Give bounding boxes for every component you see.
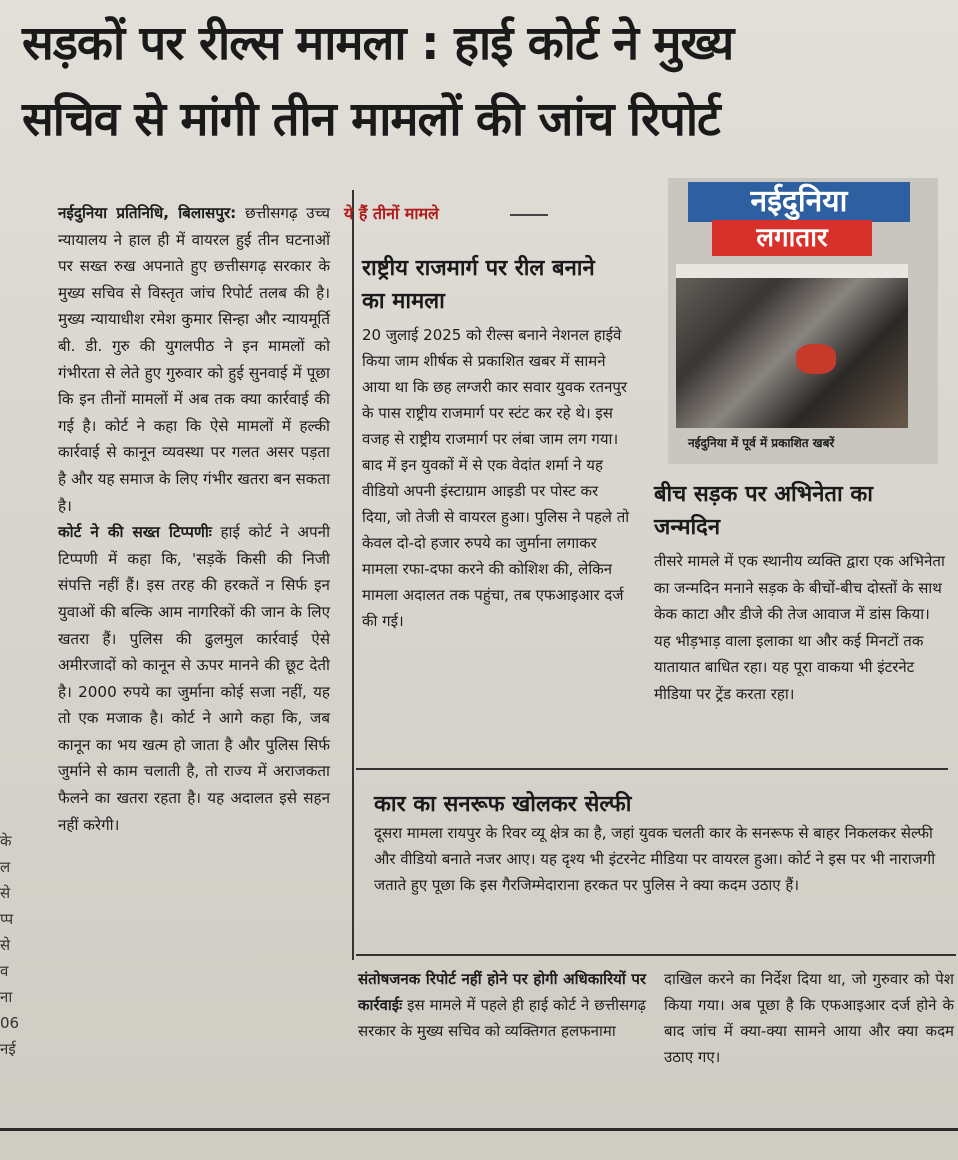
left-edge-fragments xyxy=(0,828,26,1062)
clipping-strip xyxy=(676,264,908,278)
bottom-story-continued: दाखिल करने का निर्देश दिया था, जो गुरुवार को पेश किया गया। अब पूछा है कि एफआइआर दर्ज होने के बाद जांच में क्या-क्या सामने आया और क्या कदम उठाए गए। xyxy=(664,970,954,1066)
edge-fragment: ल xyxy=(0,858,11,876)
case1-title: राष्ट्रीय राजमार्ग पर रील बनाने का मामला xyxy=(362,256,595,314)
case3-title: बीच सड़क पर अभिनेता का जन्मदिन xyxy=(654,482,873,540)
headline-line-2: सचिव से मांगी तीन मामलों की जांच रिपोर्ट xyxy=(22,92,720,147)
edge-fragment: प्प xyxy=(0,910,14,928)
section-divider xyxy=(356,768,948,770)
brand-box xyxy=(668,178,938,464)
main-story-subhead: कोर्ट ने की सख्त टिप्पणीः xyxy=(58,523,212,542)
brand-tag: लगातार xyxy=(712,220,872,256)
main-story-para-2: हाई कोर्ट ने अपनी टिप्पणी में कहा कि, 'सड़कें किसी की निजी संपत्ति नहीं हैं। इस तरह की हरकतें न सिर्फ इन युवाओं की बल्कि आम नागरिकों की जान के लिए खतरा हैं। पुलिस की ढुलमुल कार्रवाई ऐसे अमीरजादों को कानून से ऊपर मानने की छूट देती है। 2000 रुपये का जुर्माना कोई सजा नहीं, यह तो एक मजाक है। कोर्ट ने आगे कहा कि, जब कानून का भय खत्म हो जाता है और पुलिस सिर्फ जुर्माने से काम चलाती है, तो राज्य में अराजकता फैलने का खतरा रहता है। यह अदालत इसे सहन नहीं करेगी। xyxy=(58,523,331,834)
headline xyxy=(22,6,942,158)
section-divider xyxy=(356,954,956,956)
case1-body: 20 जुलाई 2025 को रील्स बनाने नेशनल हाईवे किया जाम शीर्षक से प्रकाशित खबर में सामने आया था कि छह लग्जरी कार सवार युवक रतनपुर के पास राष्ट्रीय राजमार्ग पर स्टंट कर रहे थे। इस वजह से राष्ट्रीय राजमार्ग पर लंबा जाम लग गया। बाद में इन युवकों में से एक वेदांत शर्मा ने यह वीडियो अपनी इंस्टाग्राम आइडी पर पोस्ट कर दिया, जो तेजी से वायरल हुआ। पुलिस ने पहले तो केवल दो-दो हजार रुपये का जुर्माना लगाकर मामला रफा-दफा करने की कोशिश की, लेकिन मामला अदालत तक पहुंचा, तब एफआइआर दर्ज की गई। xyxy=(362,326,630,630)
case3-body: तीसरे मामले में एक स्थानीय व्यक्ति द्वारा एक अभिनेता का जन्मदिन मनाने सड़क के बीचों-बीच दोस्तों के साथ केक काटा और डीजे की तेज आवाज में डांस किया। यह भीड़भाड़ वाला इलाका था और कई मिनटों तक यातायात बाधित रहा। यह पूरा वाकया भी इंटरनेट मीडिया पर ट्रेंड करता रहा। xyxy=(654,552,945,703)
bottom-story-body: इस मामले में पहले ही हाई कोर्ट ने छत्तीसगढ़ सरकार के मुख्य सचिव को व्यक्तिगत हलफनामा xyxy=(358,996,646,1040)
edge-fragment: नई xyxy=(0,1040,16,1058)
edge-fragment: से xyxy=(0,884,11,902)
case2-title: कार का सनरूफ खोलकर सेल्फी xyxy=(374,792,632,817)
bottom-story-lead: संतोषजनक रिपोर्ट नहीं होने पर होगी अधिकारियों पर कार्रवाईः xyxy=(358,970,646,1014)
brand-caption: नईदुनिया में पूर्व में प्रकाशित खबरें xyxy=(688,436,835,450)
edge-fragment: के xyxy=(0,832,12,850)
edge-fragment: व xyxy=(0,962,9,980)
edge-fragment: ना xyxy=(0,988,13,1006)
main-story-para-1: छत्तीसगढ़ उच्च न्यायालय ने हाल ही में वायरल हुई तीन घटनाओं पर सख्त रुख अपनाते हुए छत्तीसगढ़ सरकार के मुख्य सचिव से विस्तृत जांच रिपोर्ट तलब की है। मुख्य न्यायाधीश रमेश कुमार सिन्हा और न्यायमूर्ति बी. डी. गुरु की युगलपीठ ने इन मामलों को गंभीरता से लेते हुए गुरुवार को हुई सुनवाई में पूछा कि इन तीनों मामलों में अब तक क्या कार्रवाई की गई है। कोर्ट ने कहा कि ऐसे मामलों में हल्की कार्रवाई से कानून व्यवस्था पर गलत असर पड़ता है और यह समाज के लिए गंभीर खतरा बन सकता है। xyxy=(58,204,331,515)
kicker-rule xyxy=(510,214,548,216)
clipping-photo xyxy=(676,264,908,428)
case2-body: दूसरा मामला रायपुर के रिवर व्यू क्षेत्र का है, जहां युवक चलती कार के सनरूफ से बाहर निकलकर सेल्फी और वीडियो बनाते नजर आए। यह दृश्य भी इंटरनेट मीडिया पर वायरल हुआ। कोर्ट ने इस पर भी नाराजगी जताते हुए पूछा कि इस गैरजिम्मेदाराना हरकत पर पुलिस ने क्या कदम उठाए हैं। xyxy=(374,824,936,894)
edge-fragment: 06 xyxy=(0,1014,20,1032)
edge-fragment: से xyxy=(0,936,11,954)
headline-line-1: सड़कों पर रील्स मामला : हाई कोर्ट ने मुख्य xyxy=(22,16,734,71)
dateline: नईदुनिया प्रतिनिधि, बिलासपुर: xyxy=(58,204,237,222)
main-story xyxy=(58,200,330,838)
clipping-highlight xyxy=(796,344,836,374)
bottom-rule xyxy=(0,1128,958,1131)
column-divider xyxy=(352,190,354,960)
brand-logo: नईदुनिया xyxy=(688,182,910,222)
bottom-story xyxy=(358,966,646,1044)
sidebar-kicker: ये हैं तीनों मामले xyxy=(344,204,439,223)
